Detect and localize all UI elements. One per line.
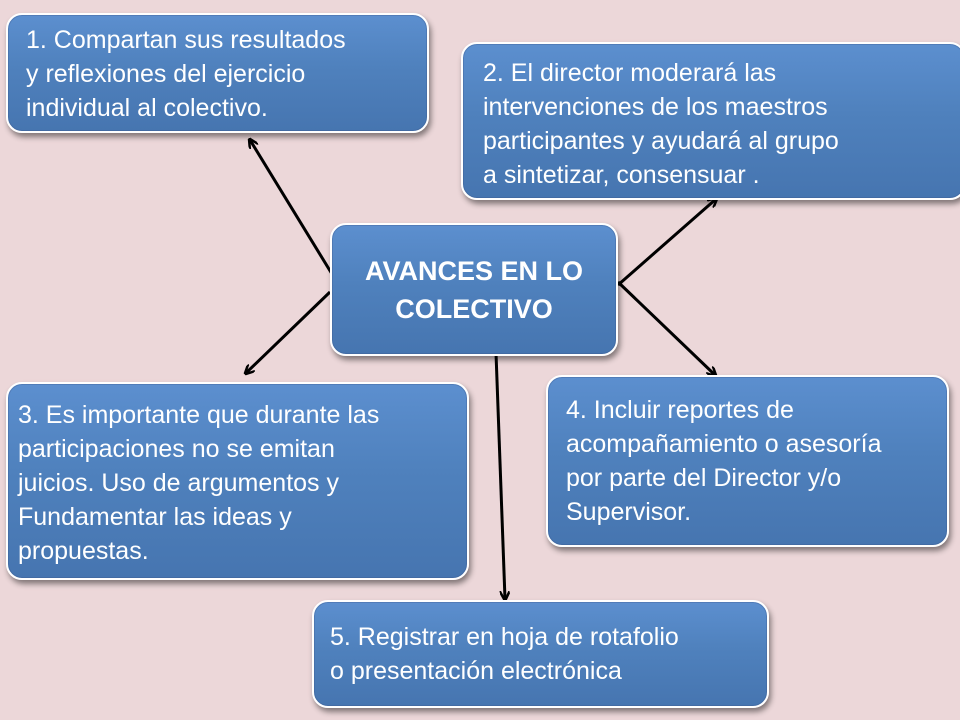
node-2-text: 2. El director moderará las intervenciones de los maestros participantes y ayudará al grupo a sintetizar, consensuar . <box>483 59 839 189</box>
arrow-to-node-2 <box>618 199 716 285</box>
arrow-to-node-4 <box>618 282 715 375</box>
node-5-text: 5. Registrar en hoja de rotafolio o presentación electrónica <box>330 623 679 685</box>
central-topic-box <box>330 223 618 356</box>
arrow-to-node-1 <box>250 140 332 274</box>
node-3-text: 3. Es importante que durante las participaciones no se emitan juicios. Uso de argumentos y Fundamentar las ideas y propuestas. <box>18 401 380 565</box>
central-topic-label: AVANCES EN LO COLECTIVO <box>364 255 584 324</box>
arrow-to-node-3 <box>246 292 330 373</box>
node-4-box <box>546 375 949 547</box>
node-3-box <box>6 382 469 580</box>
arrow-to-node-5 <box>496 353 505 599</box>
node-5-box <box>312 600 769 708</box>
node-1-text: 1. Compartan sus resultados y reflexiones del ejercicio individual al colectivo. <box>26 26 346 122</box>
node-4-text: 4. Incluir reportes de acompañamiento o asesoría por parte del Director y/o Supervisor. <box>566 396 882 526</box>
node-1-box <box>6 13 429 133</box>
node-2-box <box>461 42 960 200</box>
